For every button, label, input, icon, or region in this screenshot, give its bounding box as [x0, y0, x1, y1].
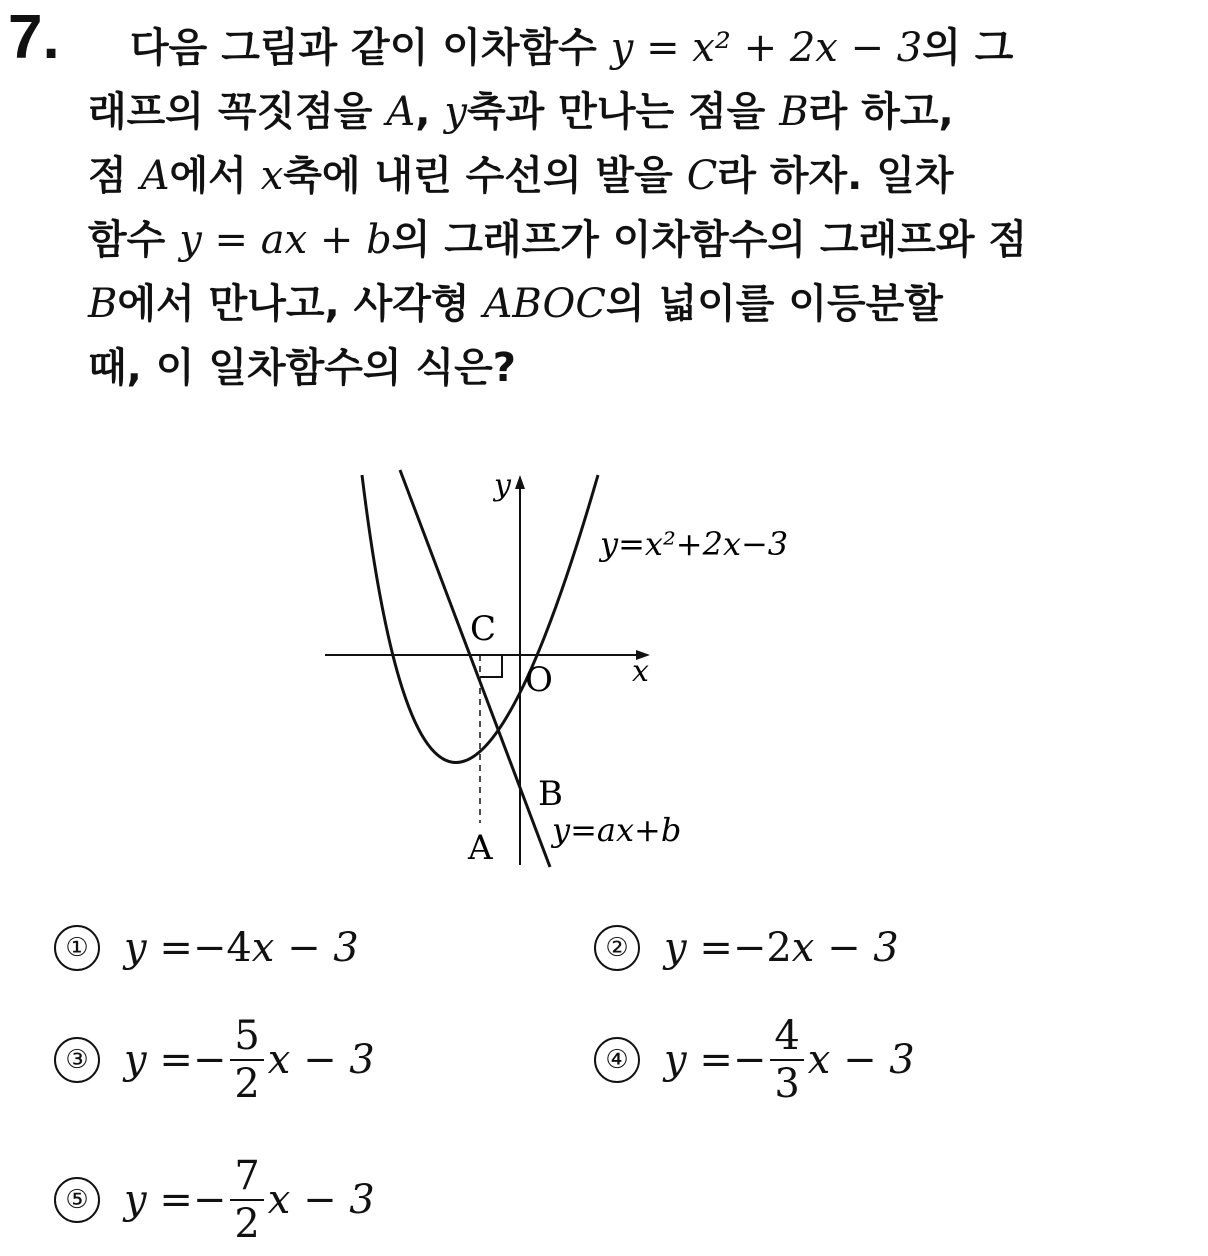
choice-number: ① [54, 925, 100, 971]
y-axis-arrow [515, 475, 525, 489]
y-axis-label: y [494, 468, 511, 503]
choice-number: ④ [594, 1037, 640, 1083]
quadratic-function: y = x² + 2x − 3 [610, 25, 923, 71]
question-line-5: B에서 만나고, 사각형 ABOC의 넓이를 이등분할 [88, 281, 943, 327]
right-angle-mark [480, 655, 502, 677]
choice-3[interactable]: ③ y = − $\frac{5}{2}$ x − 3 [54, 1010, 375, 1110]
question-line-3: 점 A에서 x축에 내린 수선의 발을 C라 하자. 일차 [88, 153, 954, 199]
question-line-6: 때, 이 일차함수의 식은? [88, 345, 516, 391]
fraction: $\frac{7}{2}$ [230, 1153, 263, 1247]
question-number: 7. [8, 3, 60, 72]
choice-number: ② [594, 925, 640, 971]
point-o-label: O [525, 660, 553, 700]
choice-number: ⑤ [54, 1177, 100, 1223]
fraction: $\frac{5}{2}$ [230, 1013, 263, 1107]
fraction: $\frac{4}{3}$ [770, 1013, 803, 1107]
choice-5[interactable]: ⑤ y = − $\frac{7}{2}$ x − 3 [54, 1150, 375, 1250]
choice-2[interactable]: ② y = − 2 x − 3 [594, 898, 899, 998]
choice-number: ③ [54, 1037, 100, 1083]
point-c-label: C [470, 609, 497, 649]
graph-figure [300, 455, 789, 875]
x-axis-label: x [632, 654, 649, 689]
point-a-label: A [468, 828, 493, 868]
question-line-4: 함수 y = ax + b의 그래프가 이차함수의 그래프와 점 [88, 217, 1028, 263]
parabola-label: y=x²+2x−3 [600, 525, 789, 563]
line-label: y=ax+b [552, 811, 682, 849]
choice-4[interactable]: ④ y = − $\frac{4}{3}$ x − 3 [594, 1010, 915, 1110]
question-line-1: 다음 그림과 같이 이차함수 y = x² + 2x − 3의 그 [130, 25, 1014, 71]
question-line-2: 래프의 꼭짓점을 A, y축과 만나는 점을 B라 하고, [88, 89, 954, 135]
choice-1[interactable]: ① y = − 4 x − 3 [54, 898, 359, 998]
question-text [88, 16, 1178, 400]
point-b-label: B [538, 774, 563, 814]
linear-function: y = ax + b [179, 217, 392, 263]
